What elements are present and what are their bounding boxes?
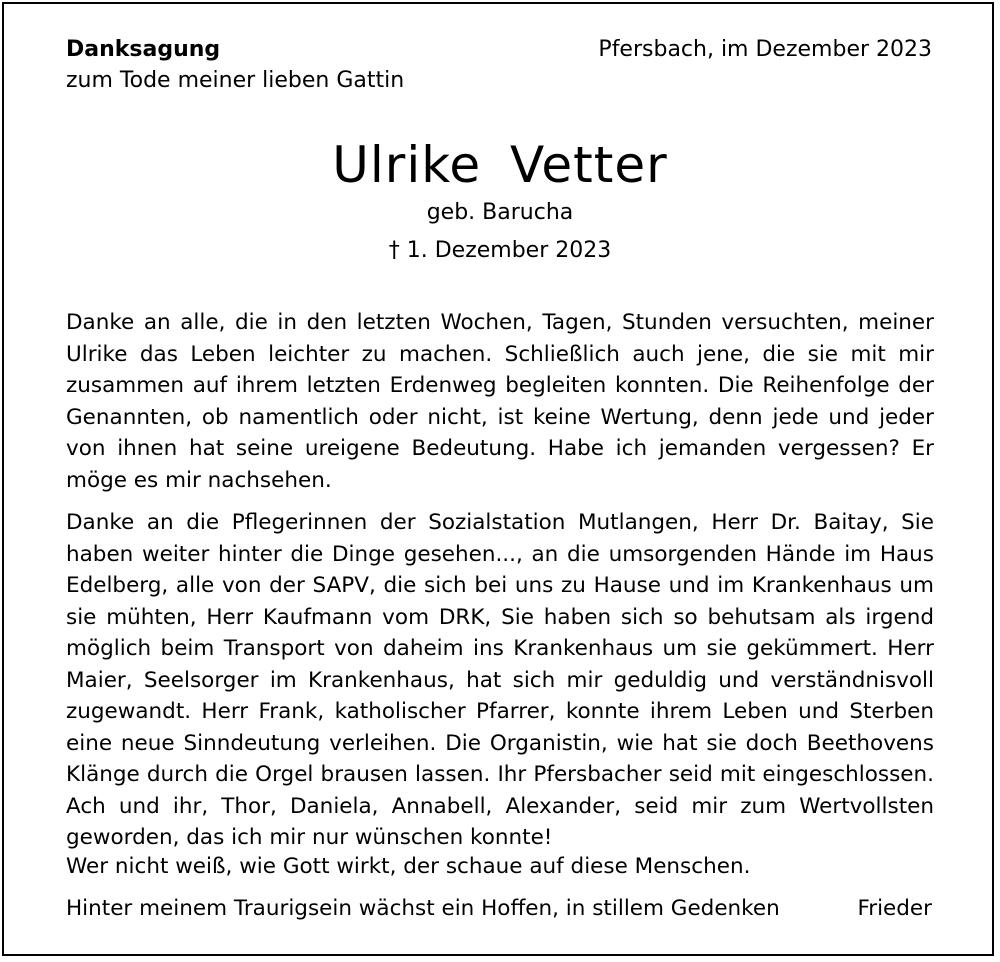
deceased-name: Ulrike Vetter: [332, 136, 668, 194]
header-left: [66, 34, 404, 96]
thanks-paragraph-1: Danke an alle, die in den letzten Wochen, Tagen, Stunden versuchten, meiner Ulrike das Leben leichter zu machen. Schließlich auch jene, die sie mit mir zusammen auf ihrem letzten Erdenweg begleiten konnten. Die Reihenfolge der Genannten, ob namentlich oder nicht, ist keine Wertung, denn jede und jeder von ihnen hat seine ureigene Bedeutung. Habe ich jemanden vergessen? Er möge es mir nachsehen.: [66, 310, 934, 493]
closing-text: Hinter meinem Traurigsein wächst ein Hoffen, in stillem Gedenken: [66, 896, 780, 921]
thanks-paragraph-2: Danke an die Pflegerinnen der Sozialstation Mutlangen, Herr Dr. Baitay, Sie haben weiter hinter die Dinge gesehen..., an die umsorgenden Hände im Haus Edelberg, alle von der SAPV, die sich bei uns zu Hause und im Krankenhaus um sie mühten, Herr Kaufmann vom DRK, Sie haben sich so behutsam als irgend möglich beim Transport von daheim ins Krankenhaus um sie gekümmert. Herr Maier, Seelsorger im Krankenhaus, hat sich mir geduldig und verständnisvoll zugewandt. Herr Frank, katholischer Pfarrer, konnte ihrem Leben und Sterben eine neue Sinndeutung verleihen. Die Organistin, wie hat sie doch Beethovens Klänge durch die Orgel brausen lassen. Ihr Pfersbacher seid mit eingeschlossen. Ach und ihr, Thor, Daniela, Annabell, Alexander, seid mir zum Wertvollsten geworden, das ich mir nur wünschen konnte!: [66, 510, 934, 850]
notice-subheading: zum Tode meiner lieben Gattin: [66, 68, 405, 93]
death-date: † 1. Dezember 2023: [388, 238, 612, 263]
notice-heading: Danksagung: [66, 37, 221, 62]
maiden-name: geb. Barucha: [426, 200, 574, 225]
closing-line: [66, 893, 932, 925]
signature: Frieder: [857, 896, 932, 921]
thanks-paragraph-3: Wer nicht weiß, wie Gott wirkt, der schaue auf diese Menschen.: [66, 854, 751, 879]
place-date: Pfersbach, im Dezember 2023: [598, 37, 932, 62]
